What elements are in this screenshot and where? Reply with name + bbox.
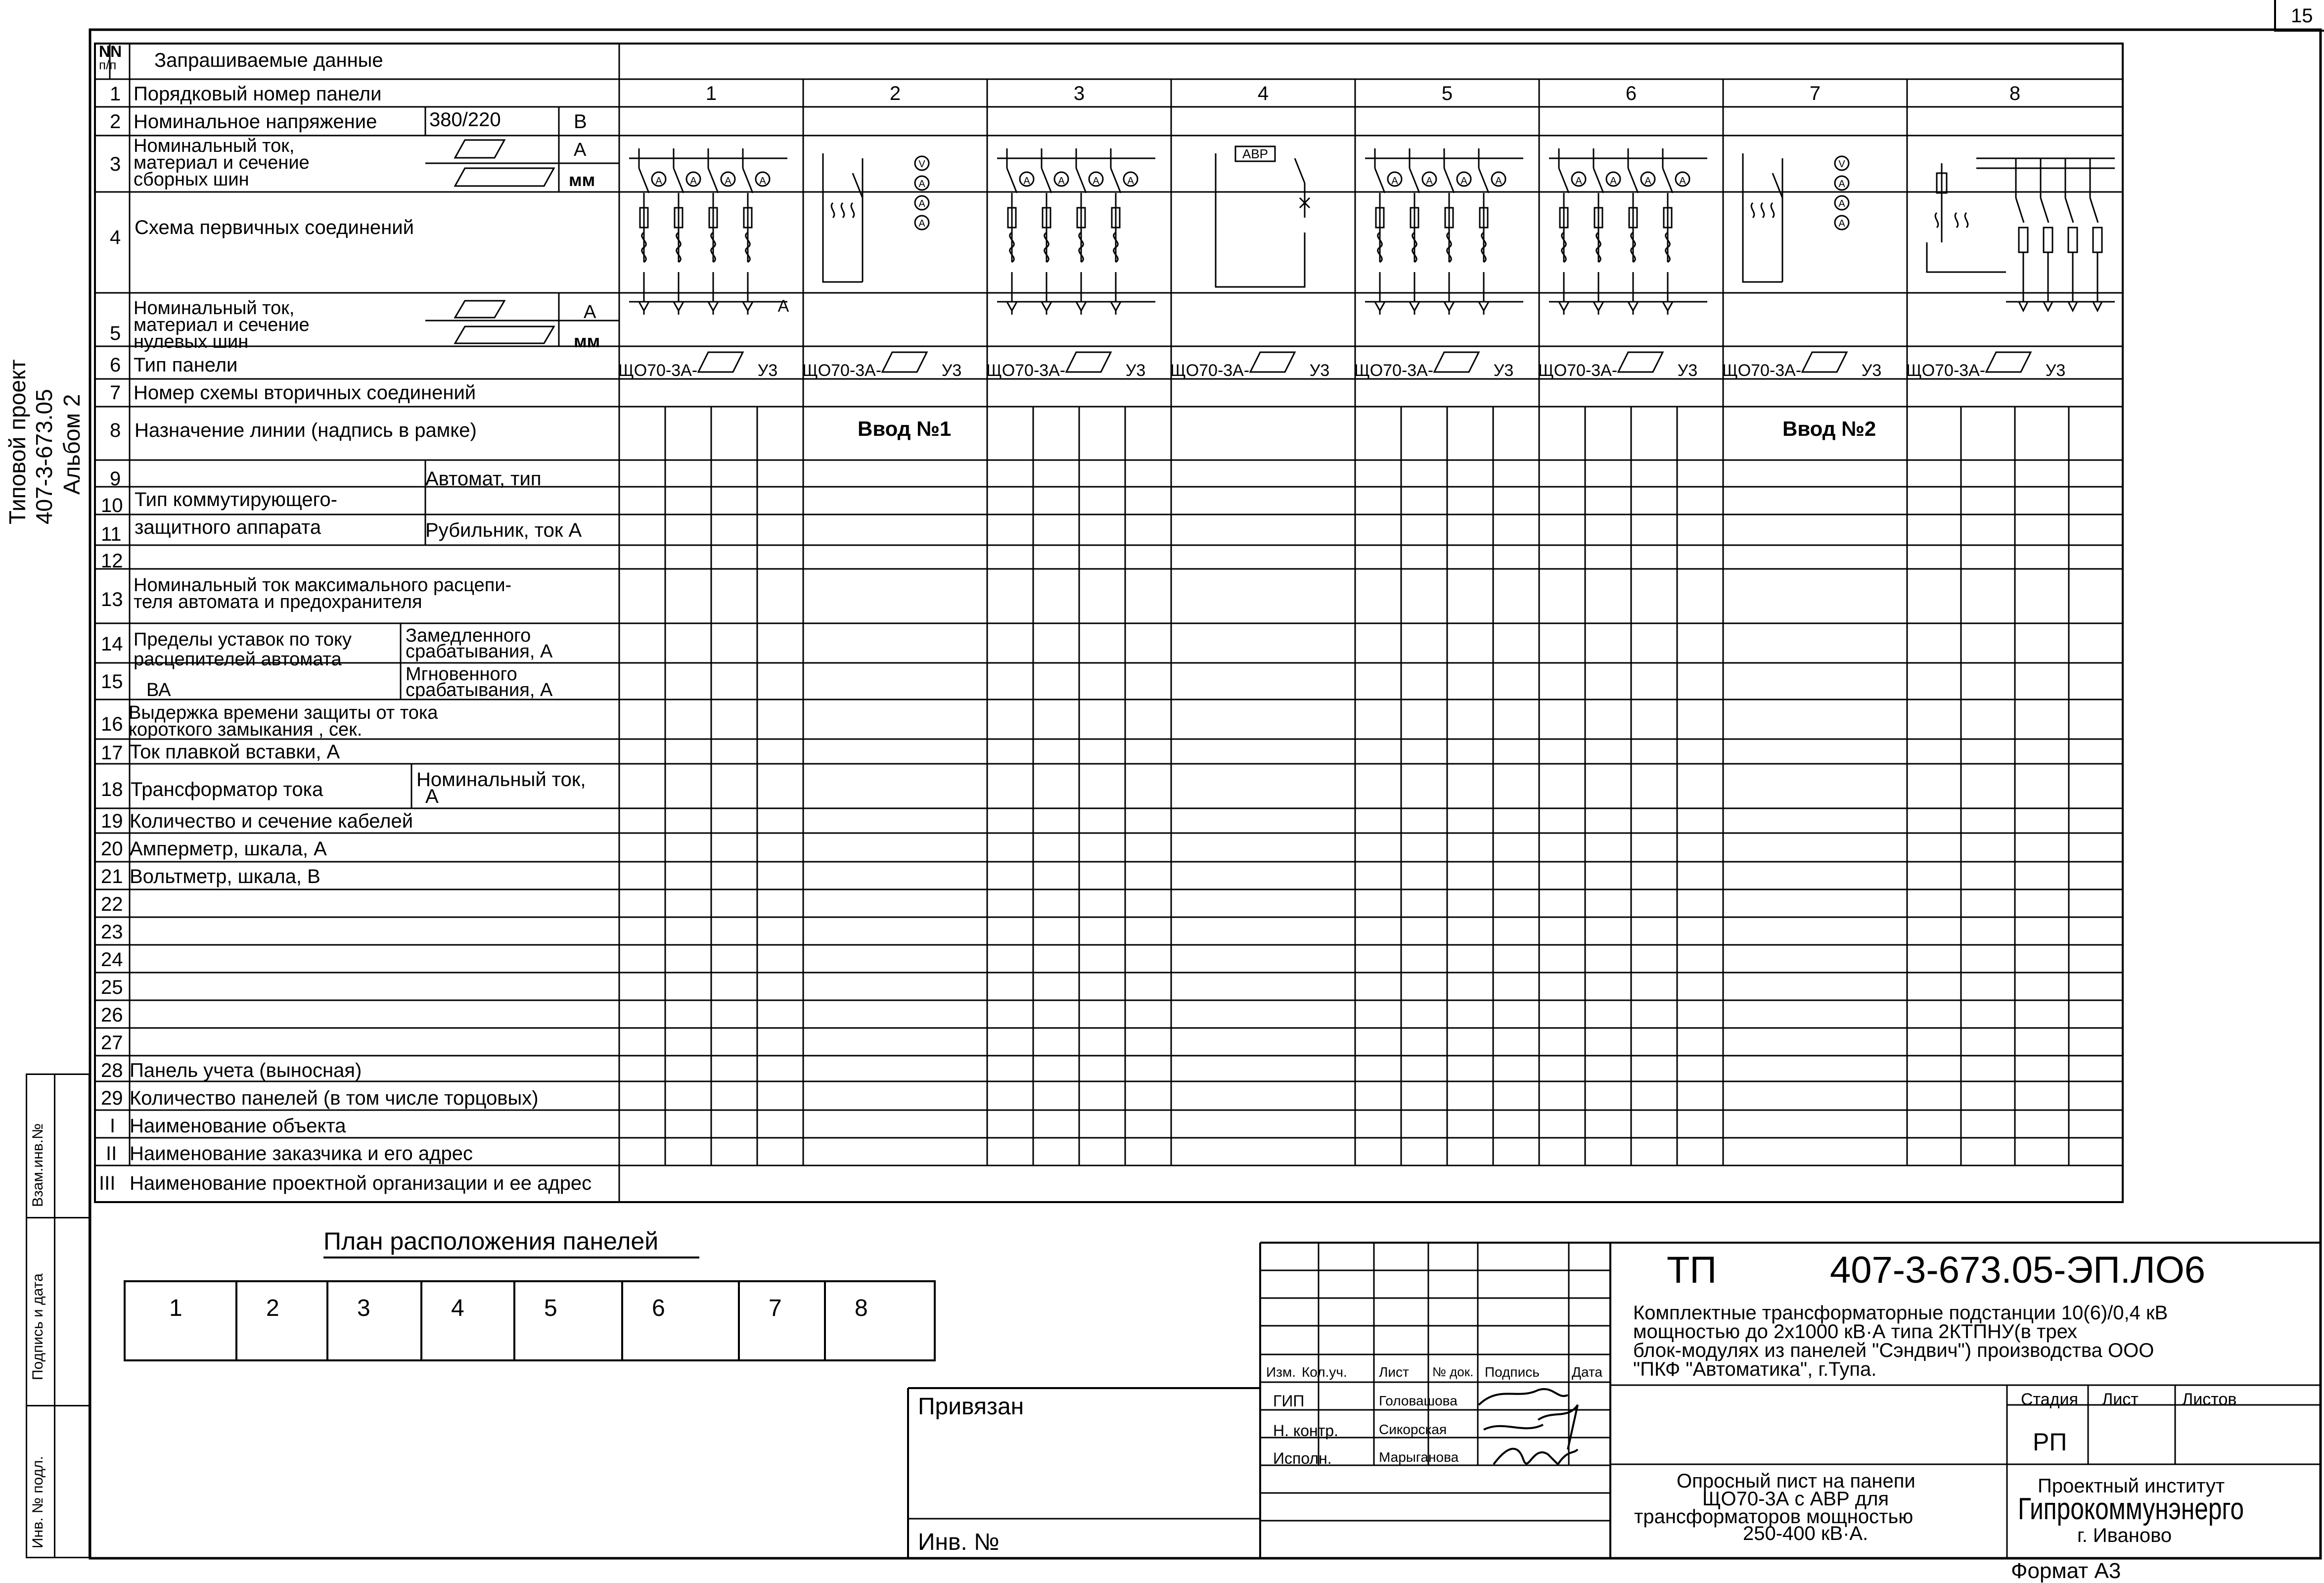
row9-num: 9 xyxy=(110,468,121,490)
tb-desc4: "ПКФ "Автоматика", г.Тупа. xyxy=(1633,1358,1877,1380)
svg-text:V: V xyxy=(1838,159,1845,170)
svg-text:A: A xyxy=(1460,176,1467,186)
privyazan-label: Привязан xyxy=(918,1394,1024,1420)
row13-label-a: Номинальный ток максимального расцепи- xyxy=(134,575,512,596)
row13-label-b: теля автомата и предохранителя xyxy=(134,592,422,612)
row18-nominal-b: А xyxy=(425,786,439,807)
tb-sheet4: 250-400 кВ·А. xyxy=(1743,1523,1868,1544)
row7-label: Номер схемы вторичных соединений xyxy=(134,382,476,404)
row12-num: 12 xyxy=(101,550,123,572)
vvod1-label: Ввод №1 xyxy=(858,417,952,440)
row10-num: 10 xyxy=(101,495,123,516)
svg-text:A: A xyxy=(918,218,925,229)
project-label-line3: Альбом 2 xyxy=(59,394,85,495)
header-pp: п/п xyxy=(99,57,117,72)
plan-title: План расположения панелей xyxy=(323,1227,659,1255)
tb-nkontr: Н. контр. xyxy=(1273,1422,1339,1440)
row5-label-b: материал и сечение xyxy=(134,315,310,335)
row16-label-b: короткого замыкания , сек. xyxy=(129,719,363,740)
row13-num: 13 xyxy=(101,589,123,610)
panel-type-suffix-2: У3 xyxy=(941,361,962,380)
panel-type-prefix-1: ЩО70-3А- xyxy=(618,361,698,380)
tb-gip: ГИП xyxy=(1273,1392,1305,1410)
panel-number-8: 8 xyxy=(2009,83,2021,104)
header-nn: NN xyxy=(99,43,122,60)
row8-num: 8 xyxy=(110,419,121,441)
row25-num: 25 xyxy=(101,977,123,998)
svg-text:A: A xyxy=(1838,218,1845,229)
row19-label: Количество и сечение кабелей xyxy=(130,810,413,832)
project-label-line2: 407-3-673.05 xyxy=(31,389,57,524)
panel-number-3: 3 xyxy=(1073,83,1085,104)
svg-text:A: A xyxy=(1426,176,1433,186)
row9-automat: Автомат, тип xyxy=(425,468,542,490)
row2-value: 380/220 xyxy=(429,109,501,131)
tb-list: Лист xyxy=(2102,1390,2139,1409)
row17-label: Ток плавкой вставки, А xyxy=(130,741,340,763)
panel-type-suffix-1: У3 xyxy=(757,361,778,380)
row11-rubilnik: Рубильник, ток А xyxy=(425,519,582,541)
rowI-label: Наименование объекта xyxy=(130,1115,346,1137)
vvod2-label: Ввод №2 xyxy=(1782,417,1876,440)
row5-unit-mm: мм xyxy=(574,331,600,351)
plan-cell-2: 2 xyxy=(266,1295,279,1321)
tb-col-podpis: Подпись xyxy=(1485,1364,1540,1380)
panel-number-1: 1 xyxy=(705,83,717,104)
panel-type-prefix-6: ЩО70-3А- xyxy=(1538,361,1618,380)
panel-number-7: 7 xyxy=(1809,83,1821,104)
plan-cell-6: 6 xyxy=(652,1295,665,1321)
svg-text:A: A xyxy=(918,179,925,189)
tb-col-data: Дата xyxy=(1572,1364,1603,1380)
svg-text:A: A xyxy=(1575,176,1582,186)
tb-sheet1: Опросный пист на панепи xyxy=(1677,1470,1915,1492)
row5-label-a: Номинальный ток, xyxy=(134,298,295,319)
row9-label-a: Тип коммутирующего- xyxy=(135,489,337,511)
row28-num: 28 xyxy=(101,1060,123,1081)
tb-rp: РП xyxy=(2033,1428,2067,1456)
row6-label: Тип панели xyxy=(134,354,238,376)
row3-label-a: Номинальный ток, xyxy=(134,136,295,156)
row28-label: Панель учета (выносная) xyxy=(130,1060,362,1081)
svg-text:A: A xyxy=(918,198,925,209)
header-title: Запрашиваемые данные xyxy=(154,49,383,71)
panel-type-suffix-4: У3 xyxy=(1309,361,1330,380)
row21-num: 21 xyxy=(101,866,123,887)
panel-type-suffix-3: У3 xyxy=(1125,361,1146,380)
row5-label-c: нулевых шин xyxy=(134,331,249,352)
row18-label: Трансформатор тока xyxy=(131,779,323,800)
panel-type-prefix-5: ЩО70-3А- xyxy=(1354,361,1434,380)
tb-sheet2: ЩО70-3А с АВР для xyxy=(1702,1488,1889,1510)
project-label-line1: Типовой проект xyxy=(4,359,30,524)
row20-num: 20 xyxy=(101,838,123,860)
row15-mgnov-a: Мгновенного xyxy=(406,664,517,685)
tb-ispoln: Исполн. xyxy=(1273,1449,1332,1467)
svg-text:A: A xyxy=(1838,179,1845,189)
tb-desc1: Комплектные трансформаторные подстанции 10(6)/0,4 кВ xyxy=(1633,1302,2168,1324)
svg-text:A: A xyxy=(690,176,697,186)
tb-inst1: Проектный институт xyxy=(2038,1475,2225,1497)
row20-label: Амперметр, шкала, А xyxy=(130,838,327,860)
rowII-label: Наименование заказчика и его адрес xyxy=(130,1143,473,1164)
panel-type-suffix-8: У3 xyxy=(2045,361,2066,380)
row14-zamed-b: срабатывания, А xyxy=(406,641,553,662)
row15-label-c: ВА xyxy=(146,680,171,700)
row7-num: 7 xyxy=(110,382,121,404)
row27-num: 27 xyxy=(101,1032,123,1054)
svg-text:A: A xyxy=(1838,198,1845,209)
panel-number-2: 2 xyxy=(889,83,901,104)
row2-num: 2 xyxy=(110,111,121,133)
tb-inst2: Гипрокоммунэнерго xyxy=(2018,1492,2244,1526)
tb-col-izm: Изм. xyxy=(1266,1364,1296,1380)
svg-text:A: A xyxy=(1495,176,1502,186)
row3-unit-a: А xyxy=(574,140,587,160)
rowI-num: I xyxy=(110,1115,116,1137)
row5-num: 5 xyxy=(110,323,121,344)
stamp-podpis: Подпись и дата xyxy=(30,1273,46,1380)
panel-type-prefix-7: ЩО70-3А- xyxy=(1722,361,1802,380)
panel-number-4: 4 xyxy=(1257,83,1269,104)
row1-num: 1 xyxy=(110,83,121,105)
svg-text:A: A xyxy=(1644,176,1651,186)
tb-col-koluch: Кол.уч. xyxy=(1302,1364,1347,1380)
svg-text:A: A xyxy=(1679,176,1686,186)
panel-type-prefix-3: ЩО70-3А- xyxy=(986,361,1066,380)
page-number: 15 xyxy=(2291,5,2313,27)
tb-code: 407-3-673.05-ЭП.ЛО6 xyxy=(1830,1249,2206,1291)
row4-num: 4 xyxy=(110,227,121,248)
svg-text:A: A xyxy=(655,176,662,186)
svg-text:A: A xyxy=(1610,176,1617,186)
row15-mgnov-b: срабатывания, А xyxy=(406,680,553,700)
row1-label: Порядковый номер панели xyxy=(134,83,382,105)
row21-label: Вольтметр, шкала, В xyxy=(130,866,320,887)
panel-number-5: 5 xyxy=(1441,83,1453,104)
tb-col-ndok: № док. xyxy=(1432,1364,1474,1379)
row26-num: 26 xyxy=(101,1004,123,1026)
row8-label: Назначение линии (надпись в рамке) xyxy=(135,419,477,441)
panel-number-6: 6 xyxy=(1625,83,1637,104)
svg-text:V: V xyxy=(918,159,925,170)
row29-num: 29 xyxy=(101,1087,123,1109)
tb-desc2: мощностью до 2х1000 кВ·А типа 2КТПНУ(в трех xyxy=(1633,1321,2077,1343)
row18-num: 18 xyxy=(101,779,123,800)
panel-type-suffix-7: У3 xyxy=(1861,361,1882,380)
row14-label-b: расцепителей автомата xyxy=(134,649,342,670)
row11-num: 11 xyxy=(101,523,122,545)
svg-text:A: A xyxy=(759,176,766,186)
row22-num: 22 xyxy=(101,893,123,915)
tb-col-list: Лист xyxy=(1379,1364,1409,1380)
row23-num: 23 xyxy=(101,921,123,943)
panel-type-prefix-2: ЩО70-3А- xyxy=(802,361,882,380)
svg-text:A: A xyxy=(1391,176,1398,186)
row3-num: 3 xyxy=(110,153,121,175)
plan-cell-5: 5 xyxy=(544,1295,557,1321)
row5-unit-a: А xyxy=(584,302,596,323)
plan-cell-4: 4 xyxy=(451,1295,464,1321)
tb-sheet3: трансформаторов мощностью xyxy=(1634,1506,1914,1528)
tb-gip-name: Головашова xyxy=(1379,1393,1458,1408)
panel-type-prefix-4: ЩО70-3А- xyxy=(1170,361,1250,380)
panel-type-suffix-6: У3 xyxy=(1677,361,1698,380)
plan-cell-1: 1 xyxy=(169,1295,182,1321)
rowIII-num: III xyxy=(99,1172,116,1194)
row19-num: 19 xyxy=(101,810,123,832)
tb-desc3: блок-модулях из панелей "Сэндвич") производства ООО xyxy=(1633,1340,2154,1361)
tb-nkontr-name: Сикорская xyxy=(1379,1422,1447,1437)
panel-type-suffix-5: У3 xyxy=(1493,361,1514,380)
tb-ispoln-name: Марыганова xyxy=(1379,1449,1459,1465)
tb-listov: Листов xyxy=(2182,1390,2237,1409)
stamp-inv: Инв. № подл. xyxy=(30,1456,46,1548)
phase-a-mark: A xyxy=(777,297,789,316)
tb-inst3: г. Иваново xyxy=(2077,1525,2172,1546)
row14-num: 14 xyxy=(101,633,123,655)
row6-num: 6 xyxy=(110,354,121,376)
tb-stadiya: Стадия xyxy=(2021,1390,2078,1409)
panel-type-prefix-8: ЩО70-3А- xyxy=(1906,361,1986,380)
row3-label-c: сборных шин xyxy=(134,169,249,190)
svg-text:A: A xyxy=(1058,176,1065,186)
format-label: Формат А3 xyxy=(2011,1559,2121,1583)
row2-unit: В xyxy=(574,111,587,133)
svg-text:A: A xyxy=(1127,176,1134,186)
svg-text:A: A xyxy=(1093,176,1099,186)
row17-num: 17 xyxy=(101,742,123,764)
row3-label-b: материал и сечение xyxy=(134,152,310,173)
stamp-vzam: Взам.инв.№ xyxy=(30,1123,46,1207)
avr-label: АВР xyxy=(1242,146,1269,161)
inv-label: Инв. № xyxy=(918,1529,1000,1555)
row16-label-a: Выдержка времени защиты от тока xyxy=(129,702,438,723)
row9-label-b: защитного аппарата xyxy=(135,516,321,538)
plan-cell-7: 7 xyxy=(769,1295,782,1321)
tb-tp: ТП xyxy=(1667,1249,1717,1291)
row14-label-a: Пределы уставок по току xyxy=(134,629,352,650)
row3-unit-mm: мм xyxy=(569,170,595,190)
row14-zamed-a: Замедленного xyxy=(406,625,531,646)
rowIII-label: Наименование проектной организации и ее адрес xyxy=(130,1172,592,1194)
svg-text:A: A xyxy=(1023,176,1030,186)
rowII-num: II xyxy=(106,1143,117,1164)
row24-num: 24 xyxy=(101,949,123,971)
row15-num: 15 xyxy=(101,671,123,693)
row18-nominal-a: Номинальный ток, xyxy=(416,769,586,791)
row4-label: Схема первичных соединений xyxy=(135,217,414,238)
row2-label: Номинальное напряжение xyxy=(134,111,377,133)
plan-cell-8: 8 xyxy=(855,1295,868,1321)
row16-num: 16 xyxy=(101,713,123,735)
svg-text:A: A xyxy=(725,176,731,186)
plan-cell-3: 3 xyxy=(357,1295,370,1321)
row29-label: Количество панелей (в том числе торцовых) xyxy=(130,1087,539,1109)
